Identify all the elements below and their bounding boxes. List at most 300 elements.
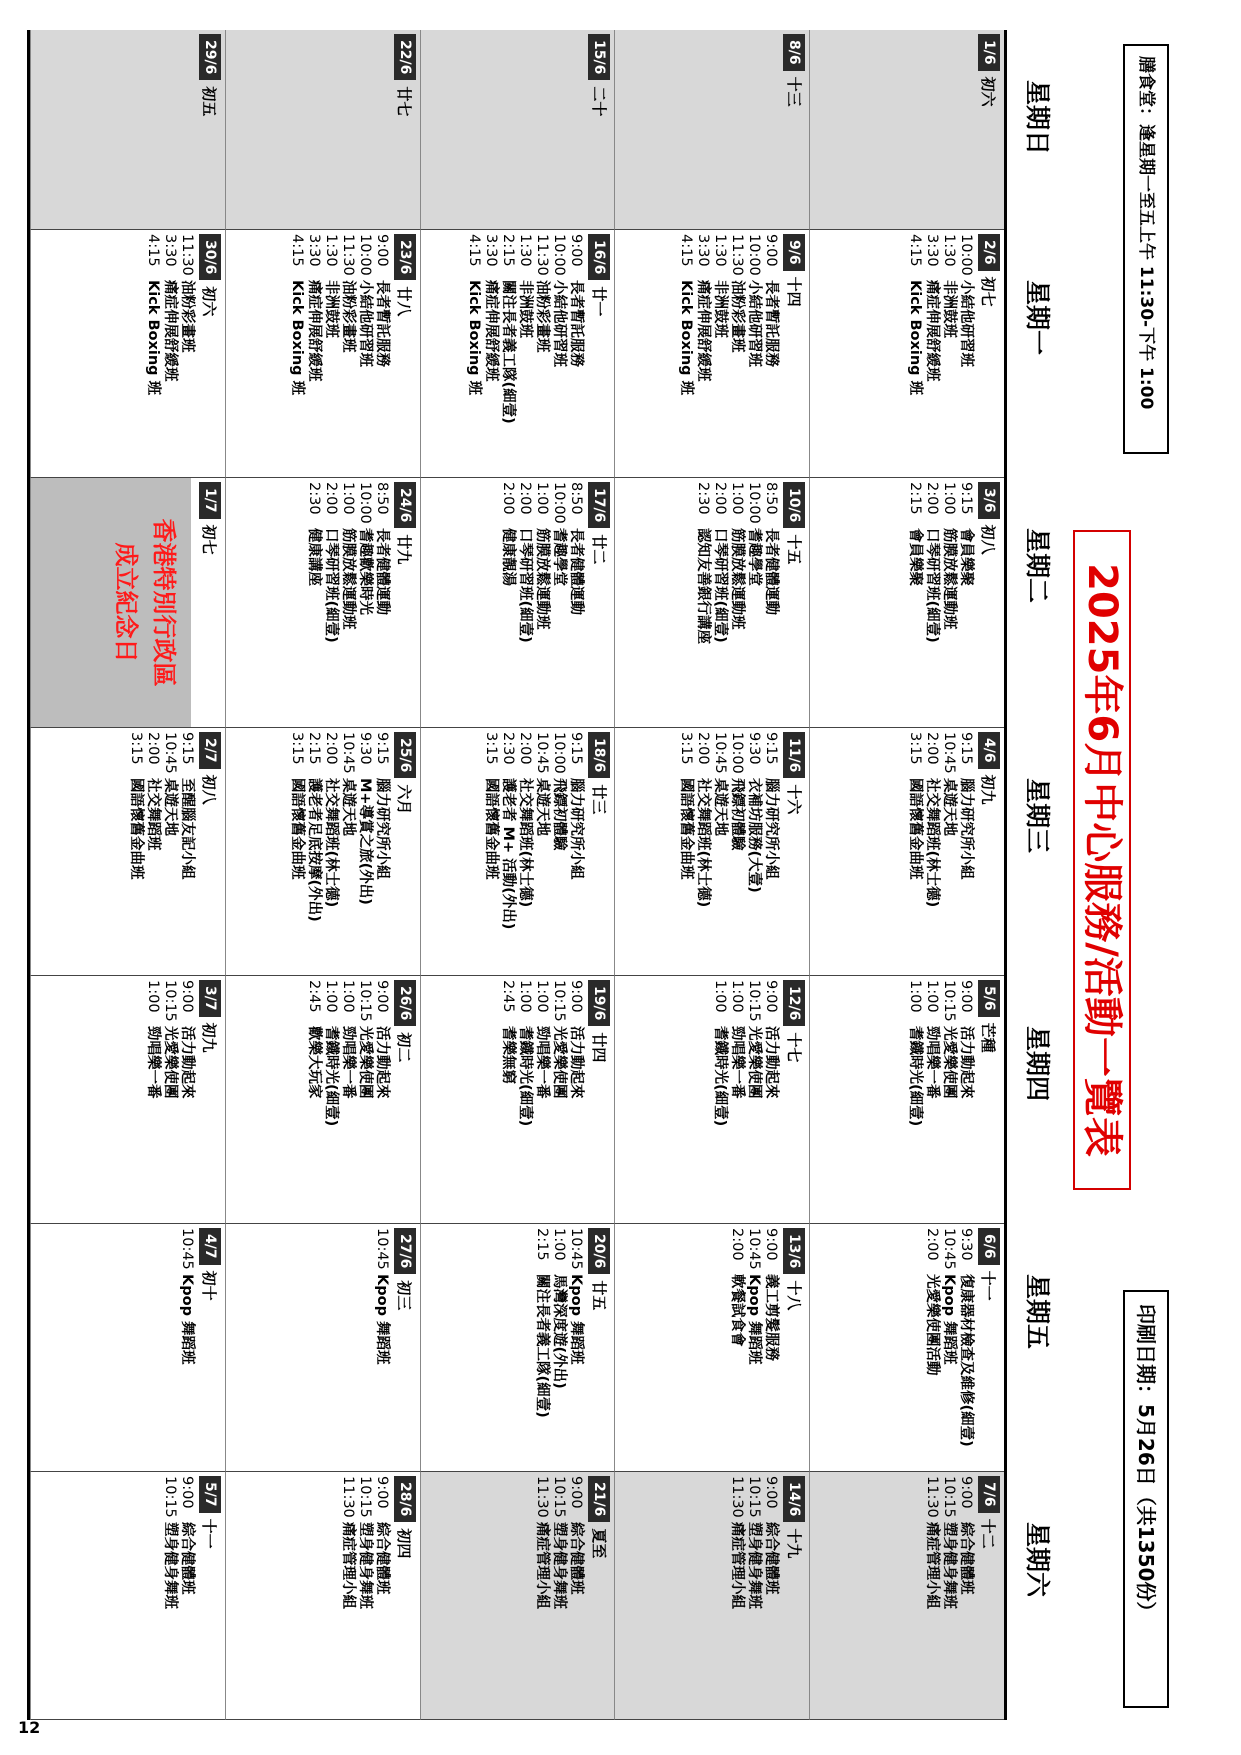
date-label: 15/6 bbox=[588, 34, 610, 80]
event-name: 腦力研究所小組 bbox=[763, 778, 780, 880]
event-time: 1:00 bbox=[551, 1228, 568, 1261]
calendar-day-cell bbox=[420, 1224, 615, 1472]
event-time: 2:00 bbox=[729, 1228, 746, 1261]
event-time: 9:30 bbox=[356, 732, 373, 765]
event-name: 小結他研習班 bbox=[746, 280, 763, 367]
event-item bbox=[373, 234, 390, 475]
event-item bbox=[567, 1228, 584, 1469]
lunar-date: 初二 bbox=[395, 1032, 414, 1063]
lunar-date: 十九 bbox=[784, 1528, 803, 1559]
event-name: 會員樂聚 bbox=[907, 528, 923, 586]
event-item bbox=[550, 732, 567, 973]
event-time: 3:30 bbox=[161, 234, 178, 267]
event-time: 9:15 bbox=[373, 732, 390, 765]
calendar-day-cell bbox=[809, 976, 1004, 1224]
event-item bbox=[728, 1476, 745, 1717]
event-name: 義工剪髮服務 bbox=[763, 1274, 780, 1361]
event-time: 2:30 bbox=[695, 482, 712, 515]
date-bar bbox=[393, 1228, 417, 1469]
day-header: 星期二 bbox=[1023, 528, 1052, 604]
event-time: 2:00 bbox=[924, 482, 940, 515]
event-name: 口琴研習班(細壹) bbox=[712, 528, 729, 643]
date-bar bbox=[977, 482, 1001, 725]
event-time: 9:30 bbox=[746, 732, 763, 765]
event-item bbox=[694, 732, 711, 973]
event-item bbox=[127, 732, 144, 973]
day-header: 星期四 bbox=[1023, 1026, 1052, 1102]
calendar-day-cell bbox=[420, 728, 615, 976]
event-time: 2:45 bbox=[500, 980, 517, 1013]
calendar-day-cell bbox=[225, 976, 420, 1224]
event-name: 桌遊天地 bbox=[941, 778, 957, 836]
event-time: 10:15 bbox=[161, 1476, 178, 1518]
event-name: 筋膜放鬆運動班 bbox=[534, 528, 551, 630]
event-item bbox=[144, 980, 161, 1221]
date-bar bbox=[587, 34, 611, 227]
event-time: 2:00 bbox=[144, 732, 161, 765]
event-item bbox=[745, 732, 762, 973]
event-time: 2:00 bbox=[517, 732, 534, 765]
event-time: 9:00 bbox=[178, 980, 195, 1013]
event-item bbox=[550, 482, 567, 725]
event-name: 痛症伸展舒緩班 bbox=[695, 280, 712, 382]
date-label: 1/7 bbox=[199, 482, 221, 519]
date-bar bbox=[782, 234, 806, 475]
event-item bbox=[533, 980, 550, 1221]
event-name: 塑身健身舞班 bbox=[551, 1522, 568, 1609]
event-name: M+導賞之旅(外出) bbox=[356, 778, 373, 905]
date-label: 1/6 bbox=[978, 34, 1000, 71]
event-name: 小結他研習班 bbox=[958, 280, 974, 367]
event-item bbox=[516, 980, 533, 1221]
event-item bbox=[356, 1476, 373, 1717]
event-time: 9:00 bbox=[958, 1476, 974, 1509]
event-time: 10:00 bbox=[746, 482, 763, 524]
calendar-day-cell bbox=[614, 728, 809, 976]
event-item bbox=[957, 1228, 974, 1469]
event-time: 1:00 bbox=[339, 482, 356, 515]
event-time: 2:00 bbox=[322, 482, 339, 515]
event-name: 社交舞蹈班(林士德) bbox=[695, 778, 712, 908]
event-time: 9:15 bbox=[958, 732, 974, 765]
event-name: 痛症管理小組 bbox=[729, 1522, 746, 1609]
day-header: 星期日 bbox=[1023, 80, 1052, 156]
date-bar bbox=[977, 1228, 1001, 1469]
event-name: 非洲鼓班 bbox=[941, 280, 957, 338]
event-name: 塑身健身舞班 bbox=[746, 1522, 763, 1609]
lunar-date: 十一 bbox=[979, 1270, 998, 1301]
date-bar bbox=[782, 980, 806, 1221]
event-item bbox=[499, 732, 516, 973]
date-label: 3/7 bbox=[199, 980, 221, 1017]
event-item bbox=[567, 732, 584, 973]
event-name: 非洲鼓班 bbox=[712, 280, 729, 338]
event-time: 1:00 bbox=[729, 980, 746, 1013]
event-name: 勁唱樂一番 bbox=[534, 1026, 551, 1099]
calendar-day-cell bbox=[420, 1472, 615, 1720]
event-time: 10:45 bbox=[534, 732, 551, 774]
event-name: Kpop 舞蹈班 bbox=[178, 1274, 195, 1365]
event-name: 關注長者義工隊(細壹) bbox=[534, 1274, 551, 1418]
event-name: 活力動起來 bbox=[568, 1026, 585, 1099]
calendar-day-cell bbox=[225, 478, 420, 728]
event-time: 3:30 bbox=[483, 234, 500, 267]
event-name: 軟餐試食會 bbox=[729, 1274, 746, 1347]
event-item bbox=[516, 732, 533, 973]
event-item bbox=[762, 482, 779, 725]
date-label: 29/6 bbox=[199, 34, 221, 80]
calendar-day-cell bbox=[30, 1472, 225, 1720]
event-name: 長者暫託服務 bbox=[373, 280, 390, 367]
event-time: 3:15 bbox=[483, 732, 500, 765]
date-bar bbox=[198, 34, 222, 227]
event-item bbox=[322, 482, 339, 725]
event-name: Kick Boxing 班 bbox=[907, 280, 923, 396]
event-name: 光愛樂使團 bbox=[746, 1026, 763, 1099]
lunar-date: 廿七 bbox=[395, 86, 414, 117]
event-time: 1:00 bbox=[534, 482, 551, 515]
event-name: 光愛樂使團 bbox=[941, 1026, 957, 1099]
event-time: 8:50 bbox=[763, 482, 780, 515]
holiday-note bbox=[31, 478, 191, 727]
event-name: 認知友善銀行講座 bbox=[695, 528, 712, 644]
lunar-date: 廿四 bbox=[589, 1032, 608, 1063]
lunar-date: 十三 bbox=[784, 76, 803, 107]
event-item bbox=[339, 1476, 356, 1717]
calendar-day-cell bbox=[809, 478, 1004, 728]
calendar-day-cell bbox=[614, 976, 809, 1224]
event-time: 2:15 bbox=[500, 234, 517, 267]
lunar-date: 十八 bbox=[784, 1280, 803, 1311]
event-item bbox=[567, 980, 584, 1221]
date-bar bbox=[782, 732, 806, 973]
event-name: Kpop 舞蹈班 bbox=[941, 1274, 957, 1365]
lunar-date: 十一 bbox=[200, 1518, 219, 1549]
event-item bbox=[339, 732, 356, 973]
lunar-date: 初三 bbox=[395, 1280, 414, 1311]
event-item bbox=[957, 482, 974, 725]
event-name: 綜合健體班 bbox=[373, 1522, 390, 1595]
event-time: 10:45 bbox=[568, 1228, 585, 1270]
event-name: 腦力研究所小組 bbox=[568, 778, 585, 880]
event-name: 光愛樂使團 bbox=[551, 1026, 568, 1099]
event-time: 9:00 bbox=[763, 1476, 780, 1509]
event-name: 歡樂大玩家 bbox=[305, 1026, 322, 1099]
event-name: 耆趣學堂 bbox=[551, 528, 568, 586]
event-item bbox=[677, 732, 694, 973]
date-bar bbox=[393, 732, 417, 973]
event-name: 社交舞蹈班(林士德) bbox=[322, 778, 339, 908]
event-name: 非洲鼓班 bbox=[517, 280, 534, 338]
event-name: 綜合健體班 bbox=[178, 1522, 195, 1595]
date-bar bbox=[977, 732, 1001, 973]
date-label: 19/6 bbox=[588, 980, 610, 1026]
event-item bbox=[957, 980, 974, 1221]
event-item bbox=[745, 980, 762, 1221]
date-bar bbox=[587, 234, 611, 475]
event-item bbox=[465, 234, 482, 475]
event-name: Kick Boxing 班 bbox=[466, 280, 483, 396]
lunar-date: 廿二 bbox=[589, 534, 608, 565]
event-time: 10:00 bbox=[356, 234, 373, 276]
event-item bbox=[694, 482, 711, 725]
event-time: 4:15 bbox=[678, 234, 695, 267]
event-time: 4:15 bbox=[466, 234, 483, 267]
event-item bbox=[762, 1476, 779, 1717]
event-item bbox=[144, 732, 161, 973]
event-name: 桌遊天地 bbox=[161, 778, 178, 836]
event-name: 塑身健身舞班 bbox=[356, 1522, 373, 1609]
date-label: 30/6 bbox=[199, 234, 221, 280]
event-item bbox=[499, 980, 516, 1221]
date-bar bbox=[977, 234, 1001, 475]
calendar-day-cell bbox=[614, 1224, 809, 1472]
calendar-day-cell bbox=[420, 976, 615, 1224]
event-name: 勁唱樂一番 bbox=[924, 1026, 940, 1099]
event-item bbox=[178, 732, 195, 973]
date-bar bbox=[393, 1476, 417, 1717]
event-item bbox=[906, 234, 923, 475]
date-label: 20/6 bbox=[588, 1228, 610, 1274]
event-time: 11:30 bbox=[924, 1476, 940, 1518]
event-name: Kick Boxing 班 bbox=[288, 280, 305, 396]
event-item bbox=[728, 1228, 745, 1469]
event-time: 11:30 bbox=[729, 234, 746, 276]
event-item bbox=[339, 482, 356, 725]
event-time: 10:15 bbox=[746, 1476, 763, 1518]
event-time: 1:00 bbox=[941, 482, 957, 515]
event-name: 長者健體運動 bbox=[568, 528, 585, 615]
calendar-day-cell bbox=[614, 478, 809, 728]
date-label: 28/6 bbox=[394, 1476, 416, 1522]
event-name: 油粉彩畫班 bbox=[534, 280, 551, 353]
event-time: 1:00 bbox=[534, 980, 551, 1013]
event-item bbox=[322, 732, 339, 973]
event-name: 小結他研習班 bbox=[551, 280, 568, 367]
event-time: 2:00 bbox=[924, 1228, 940, 1261]
event-time: 9:15 bbox=[568, 732, 585, 765]
event-item bbox=[550, 980, 567, 1221]
day-header-row bbox=[1007, 30, 1067, 1720]
lunar-date: 初八 bbox=[979, 524, 998, 555]
event-name: 飛鏢初體驗 bbox=[729, 778, 746, 851]
event-item bbox=[906, 980, 923, 1221]
event-time: 10:45 bbox=[712, 732, 729, 774]
date-label: 4/7 bbox=[199, 1228, 221, 1265]
event-name: 桌遊天地 bbox=[339, 778, 356, 836]
lunar-date: 六月 bbox=[395, 784, 414, 815]
date-label: 8/6 bbox=[783, 34, 805, 71]
event-name: 小結他研習班 bbox=[356, 280, 373, 367]
date-bar bbox=[198, 482, 222, 725]
date-bar bbox=[587, 1228, 611, 1469]
event-name: 塑身健身舞班 bbox=[941, 1522, 957, 1609]
event-item bbox=[923, 1228, 940, 1469]
lunar-date: 廿八 bbox=[395, 286, 414, 317]
date-bar bbox=[198, 980, 222, 1221]
event-name: 痛症管理小組 bbox=[924, 1522, 940, 1609]
event-time: 3:30 bbox=[695, 234, 712, 267]
event-item bbox=[906, 482, 923, 725]
lunar-date: 初七 bbox=[979, 276, 998, 307]
event-name: 塑身健身舞班 bbox=[161, 1522, 178, 1609]
calendar-day-cell bbox=[225, 728, 420, 976]
event-item bbox=[567, 482, 584, 725]
event-time: 1:00 bbox=[339, 980, 356, 1013]
event-time: 10:00 bbox=[958, 234, 974, 276]
holiday-note-line: 香港特別行政區 bbox=[149, 518, 178, 687]
event-name: 光愛樂使團 bbox=[356, 1026, 373, 1099]
event-name: 痛症伸展舒緩班 bbox=[305, 280, 322, 382]
date-label: 2/6 bbox=[978, 234, 1000, 271]
event-time: 10:45 bbox=[339, 732, 356, 774]
event-time: 10:15 bbox=[161, 980, 178, 1022]
day-header: 星期五 bbox=[1023, 1274, 1052, 1350]
event-name: 痛症伸展舒緩班 bbox=[161, 280, 178, 382]
event-item bbox=[305, 482, 322, 725]
event-time: 8:50 bbox=[373, 482, 390, 515]
event-item bbox=[178, 1228, 195, 1469]
event-time: 10:45 bbox=[161, 732, 178, 774]
event-name: 活力動起來 bbox=[178, 1026, 195, 1099]
event-item bbox=[711, 482, 728, 725]
print-date: 印刷日期：5月26日（共1350份） bbox=[1123, 1290, 1169, 1708]
event-name: 社交舞蹈班(林士德) bbox=[924, 778, 940, 908]
event-item bbox=[516, 482, 533, 725]
event-name: 綜合健體班 bbox=[568, 1522, 585, 1595]
event-item bbox=[923, 1476, 940, 1717]
event-time: 9:00 bbox=[568, 980, 585, 1013]
calendar-day-cell bbox=[225, 230, 420, 478]
event-time: 3:30 bbox=[305, 234, 322, 267]
event-name: 耆鐵時光(細壹) bbox=[907, 1026, 923, 1127]
date-bar bbox=[587, 980, 611, 1221]
event-time: 10:00 bbox=[356, 482, 373, 524]
event-time: 8:50 bbox=[568, 482, 585, 515]
date-label: 12/6 bbox=[783, 980, 805, 1026]
event-name: 活力動起來 bbox=[373, 1026, 390, 1099]
event-time: 10:45 bbox=[941, 732, 957, 774]
calendar-day-cell bbox=[809, 230, 1004, 478]
event-item bbox=[533, 482, 550, 725]
calendar-day-cell bbox=[809, 728, 1004, 976]
event-time: 10:15 bbox=[551, 980, 568, 1022]
calendar-day-cell bbox=[809, 1224, 1004, 1472]
page-title: 2025年6月中心服務/活動一覽表 bbox=[1073, 530, 1131, 1190]
calendar-day-cell bbox=[30, 728, 225, 976]
event-time: 11:30 bbox=[534, 234, 551, 276]
event-item bbox=[499, 234, 516, 475]
calendar-day-cell bbox=[225, 30, 420, 230]
event-item bbox=[745, 234, 762, 475]
event-item bbox=[762, 234, 779, 475]
date-bar bbox=[587, 732, 611, 973]
event-time: 9:15 bbox=[763, 732, 780, 765]
event-name: 長者健體運動 bbox=[763, 528, 780, 615]
event-name: 長者健體運動 bbox=[373, 528, 390, 615]
event-name: 痛症管理小組 bbox=[339, 1522, 356, 1609]
date-label: 11/6 bbox=[783, 732, 805, 778]
event-name: 口琴研習班(細壹) bbox=[924, 528, 940, 643]
date-bar bbox=[198, 732, 222, 973]
event-item bbox=[356, 234, 373, 475]
event-name: 會員樂聚 bbox=[958, 528, 974, 586]
event-time: 2:15 bbox=[907, 482, 923, 515]
event-name: 綜合健體班 bbox=[958, 1522, 974, 1595]
event-item bbox=[957, 1476, 974, 1717]
date-label: 21/6 bbox=[588, 1476, 610, 1522]
date-label: 5/7 bbox=[199, 1476, 221, 1513]
event-name: Kpop 舞蹈班 bbox=[373, 1274, 390, 1365]
event-item bbox=[745, 482, 762, 725]
event-time: 1:00 bbox=[712, 980, 729, 1013]
calendar-day-cell bbox=[30, 478, 225, 728]
event-time: 10:45 bbox=[941, 1228, 957, 1270]
calendar-day-cell bbox=[30, 1224, 225, 1472]
event-name: 勁唱樂一番 bbox=[339, 1026, 356, 1099]
event-item bbox=[940, 482, 957, 725]
event-item bbox=[762, 1228, 779, 1469]
event-time: 2:00 bbox=[712, 482, 729, 515]
event-time: 4:15 bbox=[288, 234, 305, 267]
event-time: 10:15 bbox=[941, 1476, 957, 1518]
date-bar bbox=[587, 1476, 611, 1717]
event-time: 3:15 bbox=[288, 732, 305, 765]
event-time: 9:00 bbox=[373, 234, 390, 267]
event-name: 耆鐵時光(細壹) bbox=[322, 1026, 339, 1127]
event-item bbox=[356, 482, 373, 725]
event-time: 3:15 bbox=[678, 732, 695, 765]
event-item bbox=[745, 1476, 762, 1717]
calendar-day-cell bbox=[614, 1472, 809, 1720]
event-item bbox=[516, 234, 533, 475]
event-time: 11:30 bbox=[534, 1476, 551, 1518]
event-item bbox=[144, 234, 161, 475]
event-item bbox=[161, 1476, 178, 1717]
event-time: 2:15 bbox=[305, 732, 322, 765]
event-item bbox=[728, 234, 745, 475]
event-item bbox=[482, 732, 499, 973]
event-item bbox=[288, 732, 305, 973]
event-item bbox=[339, 234, 356, 475]
event-time: 9:00 bbox=[568, 1476, 585, 1509]
event-name: 綜合健體班 bbox=[763, 1522, 780, 1595]
day-header: 星期六 bbox=[1023, 1522, 1052, 1598]
event-time: 4:15 bbox=[907, 234, 923, 267]
event-item bbox=[178, 1476, 195, 1717]
event-item bbox=[728, 482, 745, 725]
event-name: 痛症管理小組 bbox=[534, 1522, 551, 1609]
event-time: 1:30 bbox=[941, 234, 957, 267]
date-bar bbox=[977, 1476, 1001, 1717]
event-time: 10:15 bbox=[941, 980, 957, 1022]
event-item bbox=[677, 234, 694, 475]
event-item bbox=[550, 1476, 567, 1717]
event-time: 9:15 bbox=[178, 732, 195, 765]
event-item bbox=[499, 482, 516, 725]
event-item bbox=[728, 732, 745, 973]
calendar-sheet bbox=[27, 30, 1177, 1720]
date-bar bbox=[782, 34, 806, 227]
event-item bbox=[762, 980, 779, 1221]
event-item bbox=[533, 732, 550, 973]
date-bar bbox=[393, 34, 417, 227]
date-label: 4/6 bbox=[978, 732, 1000, 769]
event-item bbox=[373, 1228, 390, 1469]
event-name: 腦力研究所小組 bbox=[958, 778, 974, 880]
date-label: 17/6 bbox=[588, 482, 610, 528]
event-item bbox=[533, 1476, 550, 1717]
